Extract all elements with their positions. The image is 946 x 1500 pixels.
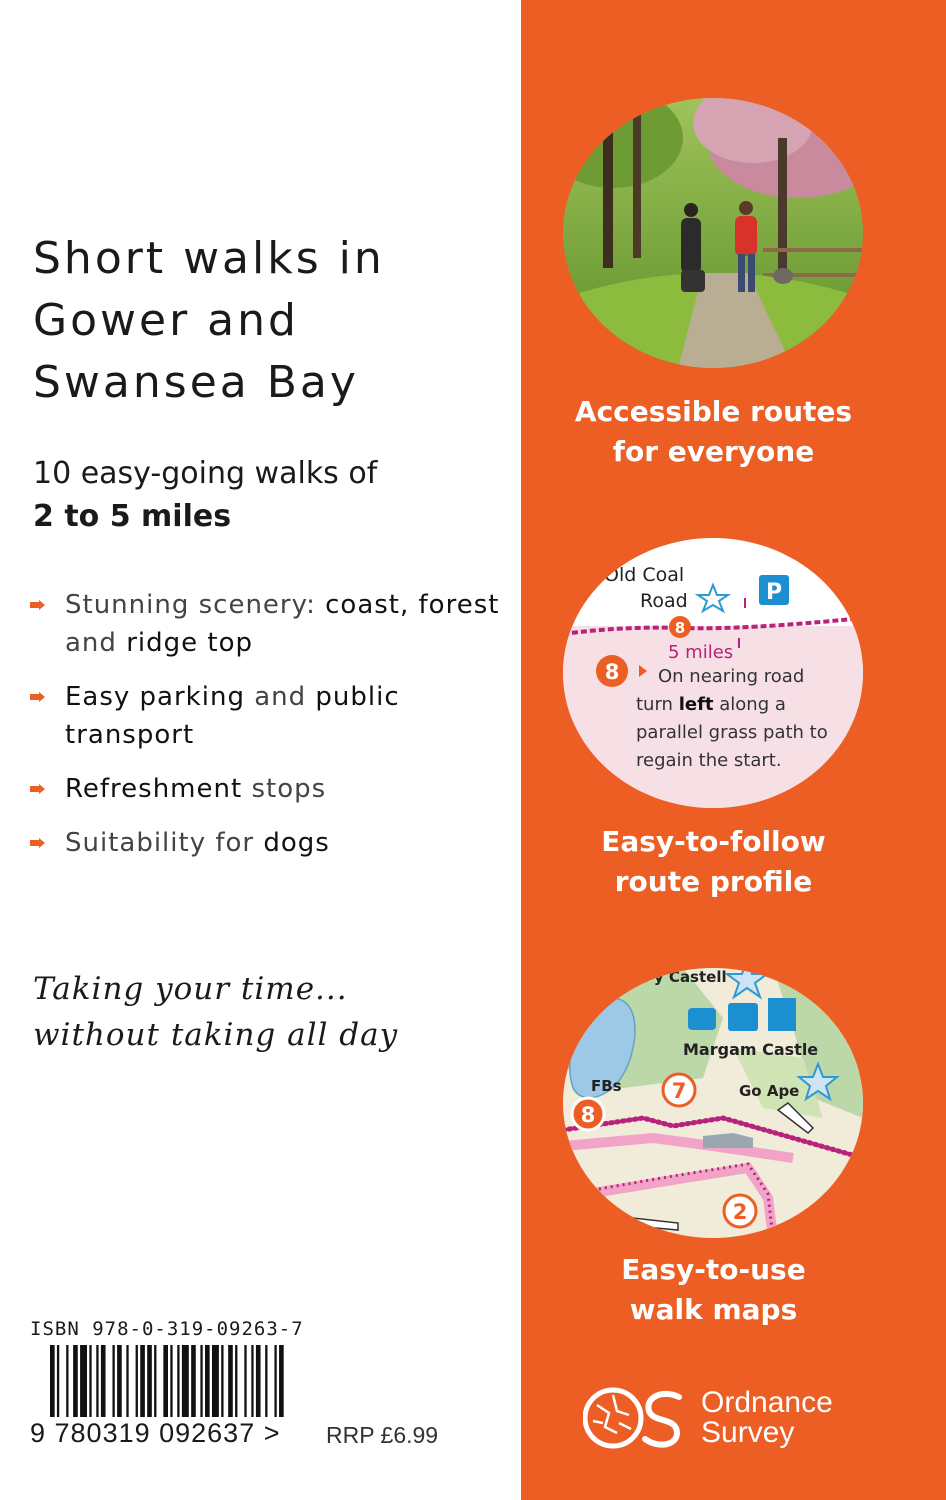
price-text: RRP £6.99	[326, 1422, 439, 1448]
cafe-icon	[688, 1008, 716, 1030]
toilets-icon	[728, 1003, 758, 1031]
svg-text:8: 8	[674, 619, 686, 637]
svg-text:parallel grass path to: parallel grass path to	[636, 722, 828, 743]
walkers-photo-circle	[563, 98, 863, 368]
feature-item: Suitability for dogs	[30, 824, 500, 862]
walk-map-circle	[563, 968, 863, 1238]
barcode	[50, 1345, 286, 1417]
feature-item: Refreshment stops	[30, 770, 500, 808]
barcode-digits: 9 780319 092637 >	[30, 1418, 281, 1448]
svg-text:8: 8	[580, 1103, 596, 1127]
map-label-fbs: FBs	[591, 1077, 622, 1095]
tagline: Taking your time... without taking all day	[33, 971, 399, 1053]
route-profile-circle	[563, 538, 863, 808]
ordnance-survey-logo-icon	[583, 1383, 693, 1453]
intro-text: 10 easy-going walks of 2 to 5 miles	[33, 456, 378, 534]
map-label-goape: Go Ape	[739, 1082, 800, 1100]
maps-caption: Easy-to-use walk maps	[621, 1253, 806, 1326]
svg-text:P: P	[765, 580, 783, 605]
publisher-name: Ordnance Survey	[701, 1386, 833, 1449]
bullet-arrow-icon	[30, 784, 45, 794]
svg-text:8: 8	[604, 660, 620, 684]
bullet-arrow-icon	[30, 692, 45, 702]
svg-text:turn left along a: turn left along a	[636, 694, 786, 715]
svg-text:regain the start.: regain the start.	[636, 750, 782, 771]
map-label-castell: ynydd y Castell	[597, 968, 727, 986]
feature-item: Stunning scenery: coast, forest and ridge top	[30, 586, 500, 662]
bullet-arrow-icon	[30, 838, 45, 848]
routes-caption: Accessible routes for everyone	[574, 395, 853, 468]
map-label-castle: Margam Castle	[683, 1040, 819, 1059]
road-label-line1: Old Coal	[604, 564, 685, 586]
isbn-text: ISBN 978-0-319-09263-7	[30, 1318, 304, 1340]
feature-list	[30, 586, 500, 862]
profile-caption: Easy-to-follow route profile	[601, 825, 826, 898]
bullet-arrow-icon	[30, 600, 45, 610]
back-cover-right-panel	[521, 0, 946, 1500]
svg-text:2: 2	[732, 1200, 748, 1224]
road-label-line2: Road	[640, 590, 688, 612]
svg-text:On nearing road: On nearing road	[658, 666, 805, 687]
feature-item: Easy parking and public transport	[30, 678, 500, 754]
svg-text:7: 7	[671, 1079, 687, 1103]
castle-icon	[768, 998, 796, 1031]
book-title: Short walks in Gower and Swansea Bay	[33, 233, 385, 408]
distance-label: 5 miles	[668, 642, 734, 663]
